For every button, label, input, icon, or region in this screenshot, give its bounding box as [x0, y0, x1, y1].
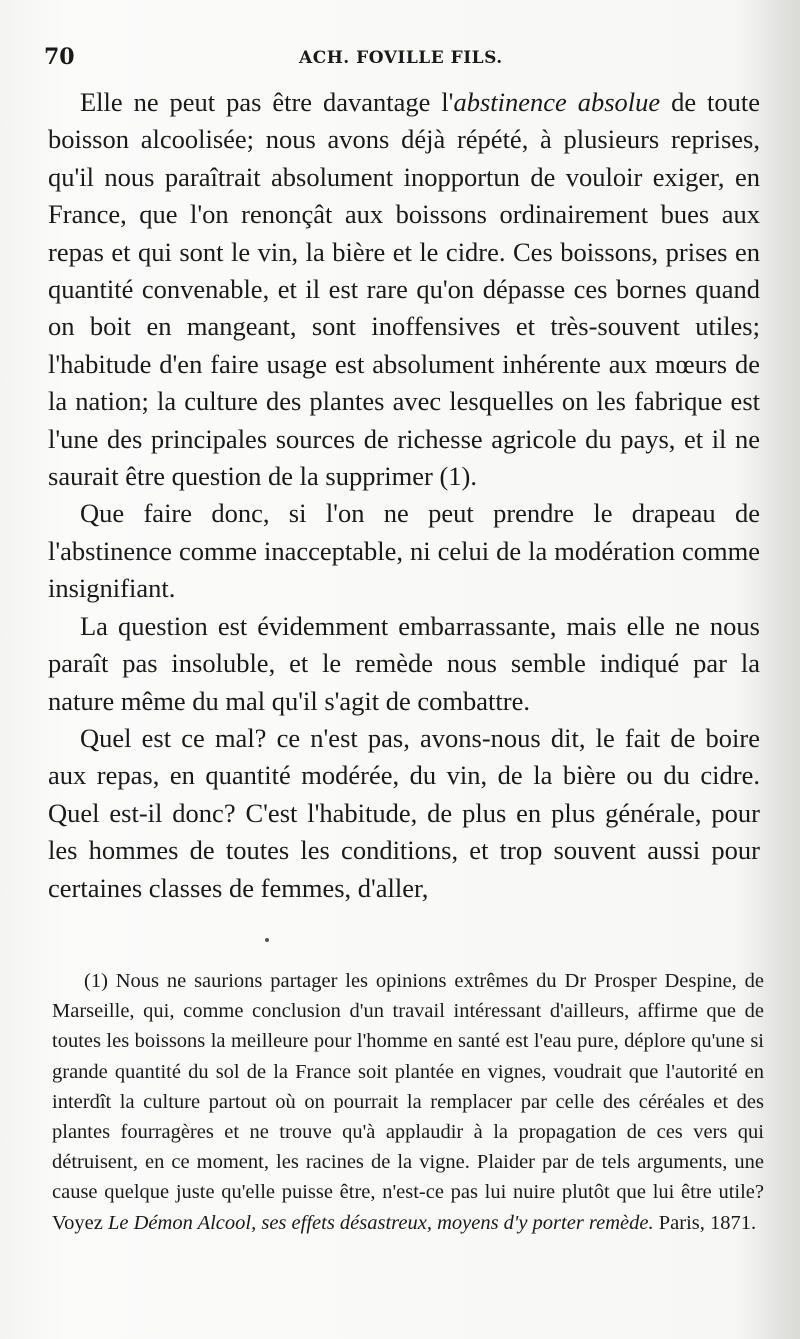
emphasis-abstinence: abstinence absolue — [453, 87, 661, 117]
page-header — [44, 44, 764, 78]
footnote-book-title: Le Démon Alcool, ses effets désastreux, moyens d'y porter remède. — [108, 1211, 654, 1234]
paragraph-1-start: Elle ne peut pas être davantage l' — [80, 87, 454, 117]
separator-dot — [265, 938, 269, 942]
footnote-publication: Paris, 1871. — [653, 1211, 757, 1234]
footnote-text: (1) Nous ne saurions partager les opinions extrêmes du Dr Prosper Despine, de Marseille, qui, comme conclusion d'un travail intéressant d'ailleurs, affirme que de toutes les boissons la meilleure pour l'homme en santé est l'eau pure, déplore qu'une si grande quantité du sol de la France soit plantée en vignes, voudrait que l'autorité en interdît la culture partout où on pourrait la remplacer par celle des céréales et des plantes fourragères et ne trouve qu'à applaudir à la propagation de ces vers qui détruisent, en ce moment, les racines de la vigne. Plaider par de tels arguments, une cause quelque juste qu'elle puisse être, n'est-ce pas lui nuire plutôt que lui être utile? Voyez — [52, 970, 764, 1234]
page-number: 70 — [44, 44, 75, 70]
running-head: ACH. FOVILLE FILS. — [299, 48, 503, 68]
paragraph-2: Que faire donc, si l'on ne peut prendre le drapeau de l'abstinence comme inacceptable, ni celui de la modération comme insignifiant. — [48, 498, 760, 604]
paragraph-1 — [48, 84, 760, 495]
paragraph-4: Quel est ce mal? ce n'est pas, avons-nous dit, le fait de boire aux repas, en quantité modérée, du vin, de la bière ou du cidre. Quel est-il donc? C'est l'habitude, de plus en plus générale, pour les hommes de toutes les conditions, et trop souvent aussi pour certaines classes de femmes, d'aller, — [48, 722, 760, 903]
footnote-paragraph — [52, 966, 764, 1238]
footnote — [52, 966, 764, 1238]
paragraph-3: La question est évidemment embarrassante, mais elle ne nous paraît pas insoluble, et le remède nous semble indiqué par la nature même du mal qu'il s'agit de combattre. — [48, 610, 760, 716]
paragraph-1-rest: de toute boisson alcoolisée; nous avons déjà répété, à plusieurs reprises, qu'il nous paraîtrait absolument inopportun de vouloir exiger, en France, que l'on renonçât aux boissons ordinairement bues aux repas et qui sont le vin, la bière et le cidre. Ces boissons, prises en quantité convenable, et il est rare qu'on dépasse ces bornes quand on boit en mangeant, sont inoffensives et très-souvent utiles; l'habitude d'en faire usage est absolument inhérente aux mœurs de la nation; la culture des plantes avec lesquelles on les fabrique est l'une des principales sources de richesse agricole du pays, et il ne saurait être question de la supprimer (1). — [48, 87, 760, 492]
main-text — [48, 84, 760, 907]
